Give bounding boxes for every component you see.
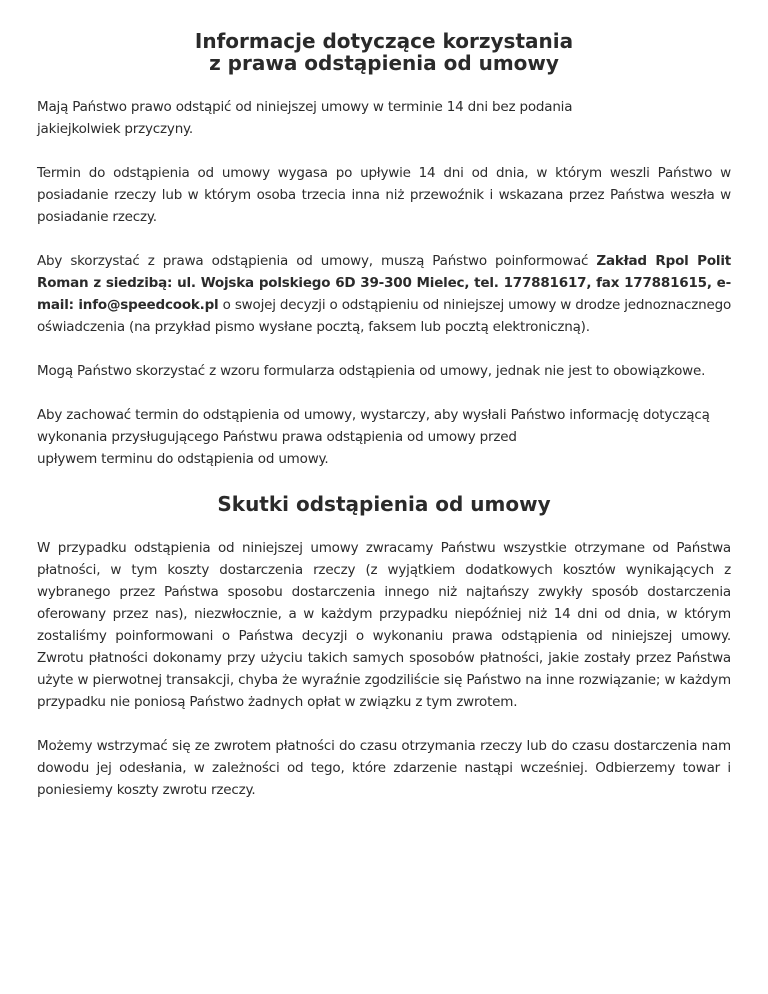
paragraph-line: upływem terminu do odstąpienia od umowy.: [37, 451, 329, 467]
page-title: [37, 30, 731, 74]
section-title-effects: Skutki odstąpienia od umowy: [217, 492, 551, 516]
paragraph-line: Mają Państwo prawo odstąpić od niniejszej umowy w terminie 14 dni bez podania: [37, 99, 573, 115]
paragraph-text: o swojej decyzji o odstąpieniu od niniejszej umowy w drodze jednoznacznego oświadczenia (na przykład pismo wysłane pocztą, faksem lub pocztą elektroniczną).: [37, 297, 731, 335]
title-line-2: z prawa odstąpienia od umowy: [209, 51, 559, 75]
paragraph-withhold-refund: Możemy wstrzymać się ze zwrotem płatności do czasu otrzymania rzeczy lub do czasu dostarczenia nam dowodu jej odesłania, w zależności od tego, które zdarzenie nastąpi wcześniej. Odbierzemy towar i poniesiemy koszty zwrotu rzeczy.: [37, 738, 731, 798]
paragraph-form-template: Mogą Państwo skorzystać z wzoru formularza odstąpienia od umowy, jednak nie jest to obowiązkowe.: [37, 363, 706, 379]
paragraph-how-to-withdraw: [37, 250, 731, 338]
paragraph-withdrawal-period: Termin do odstąpienia od umowy wygasa po upływie 14 dni od dnia, w którym weszli Państwo w posiadanie rzeczy lub w którym osoba trzecia inna niż przewoźnik i wskazana przez Państwa weszła w posiadanie rzeczy.: [37, 165, 731, 225]
company-contact-details: Zakład Rpol Polit Roman z siedzibą: ul. Wojska polskiego 6D 39-300 Mielec, tel. 177881617, fax 177881615, e-mail: info@speedcook.pl: [37, 253, 732, 313]
paragraph-line: wykonania przysługującego Państwu prawa odstąpienia od umowy przed: [37, 429, 517, 445]
title-line-1: Informacje dotyczące korzystania: [194, 29, 574, 53]
paragraph-right-to-withdraw: [37, 96, 731, 140]
paragraph-line: jakiejkolwiek przyczyny.: [37, 121, 194, 137]
paragraph-meeting-deadline: [37, 404, 731, 470]
paragraph-line: Aby zachować termin do odstąpienia od umowy, wystarczy, aby wysłali Państwo informację dotyczącą: [37, 407, 710, 423]
paragraph-refund: W przypadku odstąpienia od niniejszej umowy zwracamy Państwu wszystkie otrzymane od Państwa płatności, w tym koszty dostarczenia rzeczy (z wyjątkiem dodatkowych kosztów wynikających z wybranego przez Państwa sposobu dostarczenia innego niż najtańszy zwykły sposób dostarczenia oferowany przez nas), niezwłocznie, a w każdym przypadku niepóźniej niż 14 dni od dnia, w którym zostaliśmy poinformowani o Państwa decyzji o wykonaniu prawa odstąpienia od niniejszej umowy. Zwrotu płatności dokonamy przy użyciu takich samych sposobów płatności, jakie zostały przez Państwa użyte w pierwotnej transakcji, chyba że wyraźnie zgodziliście się Państwo na inne rozwiązanie; w każdym przypadku nie poniosą Państwo żadnych opłat w związku z tym zwrotem.: [37, 540, 731, 710]
paragraph-text: Aby skorzystać z prawa odstąpienia od umowy, muszą Państwo poinformować: [37, 253, 597, 269]
